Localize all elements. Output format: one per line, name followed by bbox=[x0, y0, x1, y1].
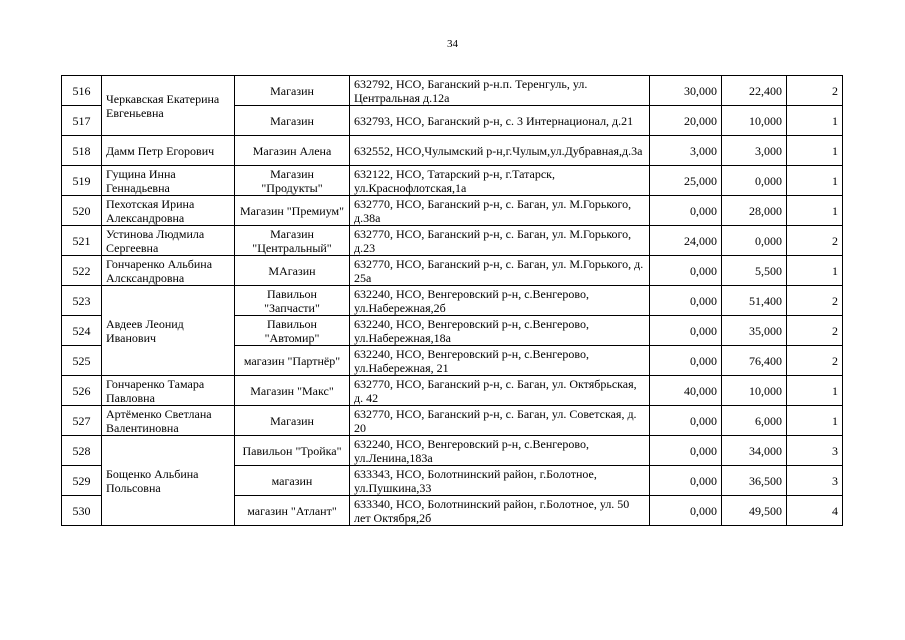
row-number: 521 bbox=[62, 226, 102, 256]
object-type: Магазин "Премиум" bbox=[235, 196, 350, 226]
object-type: магазин "Партнёр" bbox=[235, 346, 350, 376]
object-address: 632770, НСО, Баганский р-н, с. Баган, ул. М.Горького, д.38а bbox=[350, 196, 650, 226]
row-number: 516 bbox=[62, 76, 102, 106]
value-2: 51,400 bbox=[722, 286, 787, 316]
owner-name: Гончаренко Альбина Алсксандровна bbox=[102, 256, 235, 286]
table-row bbox=[62, 76, 843, 106]
row-number: 517 bbox=[62, 106, 102, 136]
count: 1 bbox=[787, 136, 843, 166]
object-address: 633340, НСО, Болотнинский район, г.Болотное, ул. 50 лет Октября,2б bbox=[350, 496, 650, 526]
object-type: Магазин bbox=[235, 76, 350, 106]
page-number: 34 bbox=[447, 38, 458, 50]
object-type: магазин bbox=[235, 466, 350, 496]
owner-name: Устинова Людмила Сергеевна bbox=[102, 226, 235, 256]
value-1: 0,000 bbox=[650, 466, 722, 496]
value-1: 24,000 bbox=[650, 226, 722, 256]
row-number: 523 bbox=[62, 286, 102, 316]
table-row bbox=[62, 286, 843, 316]
object-type: Магазин "Продукты" bbox=[235, 166, 350, 196]
object-type: Магазин "Центральный" bbox=[235, 226, 350, 256]
count: 1 bbox=[787, 196, 843, 226]
value-2: 49,500 bbox=[722, 496, 787, 526]
object-type: Магазин bbox=[235, 406, 350, 436]
object-type: Павильон "Автомир" bbox=[235, 316, 350, 346]
owner-name: Бощенко Альбина Польсовна bbox=[102, 436, 235, 526]
object-address: 632770, НСО, Баганский р-н, с. Баган, ул. М.Горького, д. 25а bbox=[350, 256, 650, 286]
row-number: 520 bbox=[62, 196, 102, 226]
row-number: 519 bbox=[62, 166, 102, 196]
value-2: 35,000 bbox=[722, 316, 787, 346]
value-1: 25,000 bbox=[650, 166, 722, 196]
row-number: 522 bbox=[62, 256, 102, 286]
value-2: 76,400 bbox=[722, 346, 787, 376]
count: 2 bbox=[787, 316, 843, 346]
count: 1 bbox=[787, 106, 843, 136]
owner-name: Артёменко Светлана Валентиновна bbox=[102, 406, 235, 436]
value-2: 22,400 bbox=[722, 76, 787, 106]
value-2: 28,000 bbox=[722, 196, 787, 226]
count: 3 bbox=[787, 466, 843, 496]
row-number: 524 bbox=[62, 316, 102, 346]
count: 1 bbox=[787, 406, 843, 436]
owner-name: Авдеев Леонид Иванович bbox=[102, 286, 235, 376]
value-1: 20,000 bbox=[650, 106, 722, 136]
table-row bbox=[62, 376, 843, 406]
count: 2 bbox=[787, 226, 843, 256]
row-number: 525 bbox=[62, 346, 102, 376]
count: 2 bbox=[787, 346, 843, 376]
object-address: 632793, НСО, Баганский р-н, с. 3 Интернационал, д.21 bbox=[350, 106, 650, 136]
count: 4 bbox=[787, 496, 843, 526]
count: 2 bbox=[787, 286, 843, 316]
value-2: 0,000 bbox=[722, 226, 787, 256]
value-2: 0,000 bbox=[722, 166, 787, 196]
value-1: 0,000 bbox=[650, 256, 722, 286]
count: 1 bbox=[787, 256, 843, 286]
count: 1 bbox=[787, 376, 843, 406]
value-2: 36,500 bbox=[722, 466, 787, 496]
object-address: 632792, НСО, Баганский р-н.п. Теренгуль, ул. Центральная д.12а bbox=[350, 76, 650, 106]
object-type: Павильон "Тройка" bbox=[235, 436, 350, 466]
object-address: 632770, НСО, Баганский р-н, с. Баган, ул. Советская, д. 20 bbox=[350, 406, 650, 436]
owner-name: Гончаренко Тамара Павловна bbox=[102, 376, 235, 406]
value-2: 3,000 bbox=[722, 136, 787, 166]
value-1: 0,000 bbox=[650, 346, 722, 376]
value-2: 10,000 bbox=[722, 376, 787, 406]
object-address: 632770, НСО, Баганский р-н, с. Баган, ул. М.Горького, д.23 bbox=[350, 226, 650, 256]
owner-name: Дамм Петр Егорович bbox=[102, 136, 235, 166]
object-type: Магазин "Макс" bbox=[235, 376, 350, 406]
row-number: 530 bbox=[62, 496, 102, 526]
value-2: 6,000 bbox=[722, 406, 787, 436]
object-address: 632122, НСО, Татарский р-н, г.Татарск, ул.Краснофлотская,1а bbox=[350, 166, 650, 196]
value-1: 3,000 bbox=[650, 136, 722, 166]
count: 3 bbox=[787, 436, 843, 466]
table-row bbox=[62, 436, 843, 466]
object-type: Павильон "Запчасти" bbox=[235, 286, 350, 316]
object-address: 632552, НСО,Чулымский р-н,г.Чулым,ул.Дубравная,д.3а bbox=[350, 136, 650, 166]
value-1: 0,000 bbox=[650, 196, 722, 226]
object-address: 632240, НСО, Венгеровский р-н, с.Венгерово, ул.Набережная,18а bbox=[350, 316, 650, 346]
row-number: 518 bbox=[62, 136, 102, 166]
row-number: 527 bbox=[62, 406, 102, 436]
object-address: 632240, НСО, Венгеровский р-н, с.Венгерово, ул.Набережная, 21 bbox=[350, 346, 650, 376]
value-1: 0,000 bbox=[650, 316, 722, 346]
registry-table bbox=[61, 75, 843, 526]
value-2: 10,000 bbox=[722, 106, 787, 136]
owner-name: Пехотская Ирина Александровна bbox=[102, 196, 235, 226]
table-row bbox=[62, 166, 843, 196]
object-type: магазин "Атлант" bbox=[235, 496, 350, 526]
object-address: 633343, НСО, Болотнинский район, г.Болотное, ул.Пушкина,33 bbox=[350, 466, 650, 496]
value-2: 5,500 bbox=[722, 256, 787, 286]
object-address: 632240, НСО, Венгеровский р-н, с.Венгерово, ул.Ленина,183а bbox=[350, 436, 650, 466]
count: 1 bbox=[787, 166, 843, 196]
value-1: 0,000 bbox=[650, 496, 722, 526]
object-address: 632240, НСО, Венгеровский р-н, с.Венгерово, ул.Набережная,2б bbox=[350, 286, 650, 316]
object-type: МАгазин bbox=[235, 256, 350, 286]
table-row bbox=[62, 406, 843, 436]
count: 2 bbox=[787, 76, 843, 106]
owner-name: Черкавская Екатерина Евгеньевна bbox=[102, 76, 235, 136]
table-row bbox=[62, 226, 843, 256]
owner-name: Гущина Инна Геннадьевна bbox=[102, 166, 235, 196]
value-1: 0,000 bbox=[650, 436, 722, 466]
value-1: 0,000 bbox=[650, 286, 722, 316]
object-type: Магазин Алена bbox=[235, 136, 350, 166]
row-number: 526 bbox=[62, 376, 102, 406]
value-1: 30,000 bbox=[650, 76, 722, 106]
value-2: 34,000 bbox=[722, 436, 787, 466]
row-number: 528 bbox=[62, 436, 102, 466]
object-type: Магазин bbox=[235, 106, 350, 136]
object-address: 632770, НСО, Баганский р-н, с. Баган, ул. Октябрьская, д. 42 bbox=[350, 376, 650, 406]
value-1: 0,000 bbox=[650, 406, 722, 436]
value-1: 40,000 bbox=[650, 376, 722, 406]
table-row bbox=[62, 136, 843, 166]
table-row bbox=[62, 196, 843, 226]
table-row bbox=[62, 256, 843, 286]
row-number: 529 bbox=[62, 466, 102, 496]
